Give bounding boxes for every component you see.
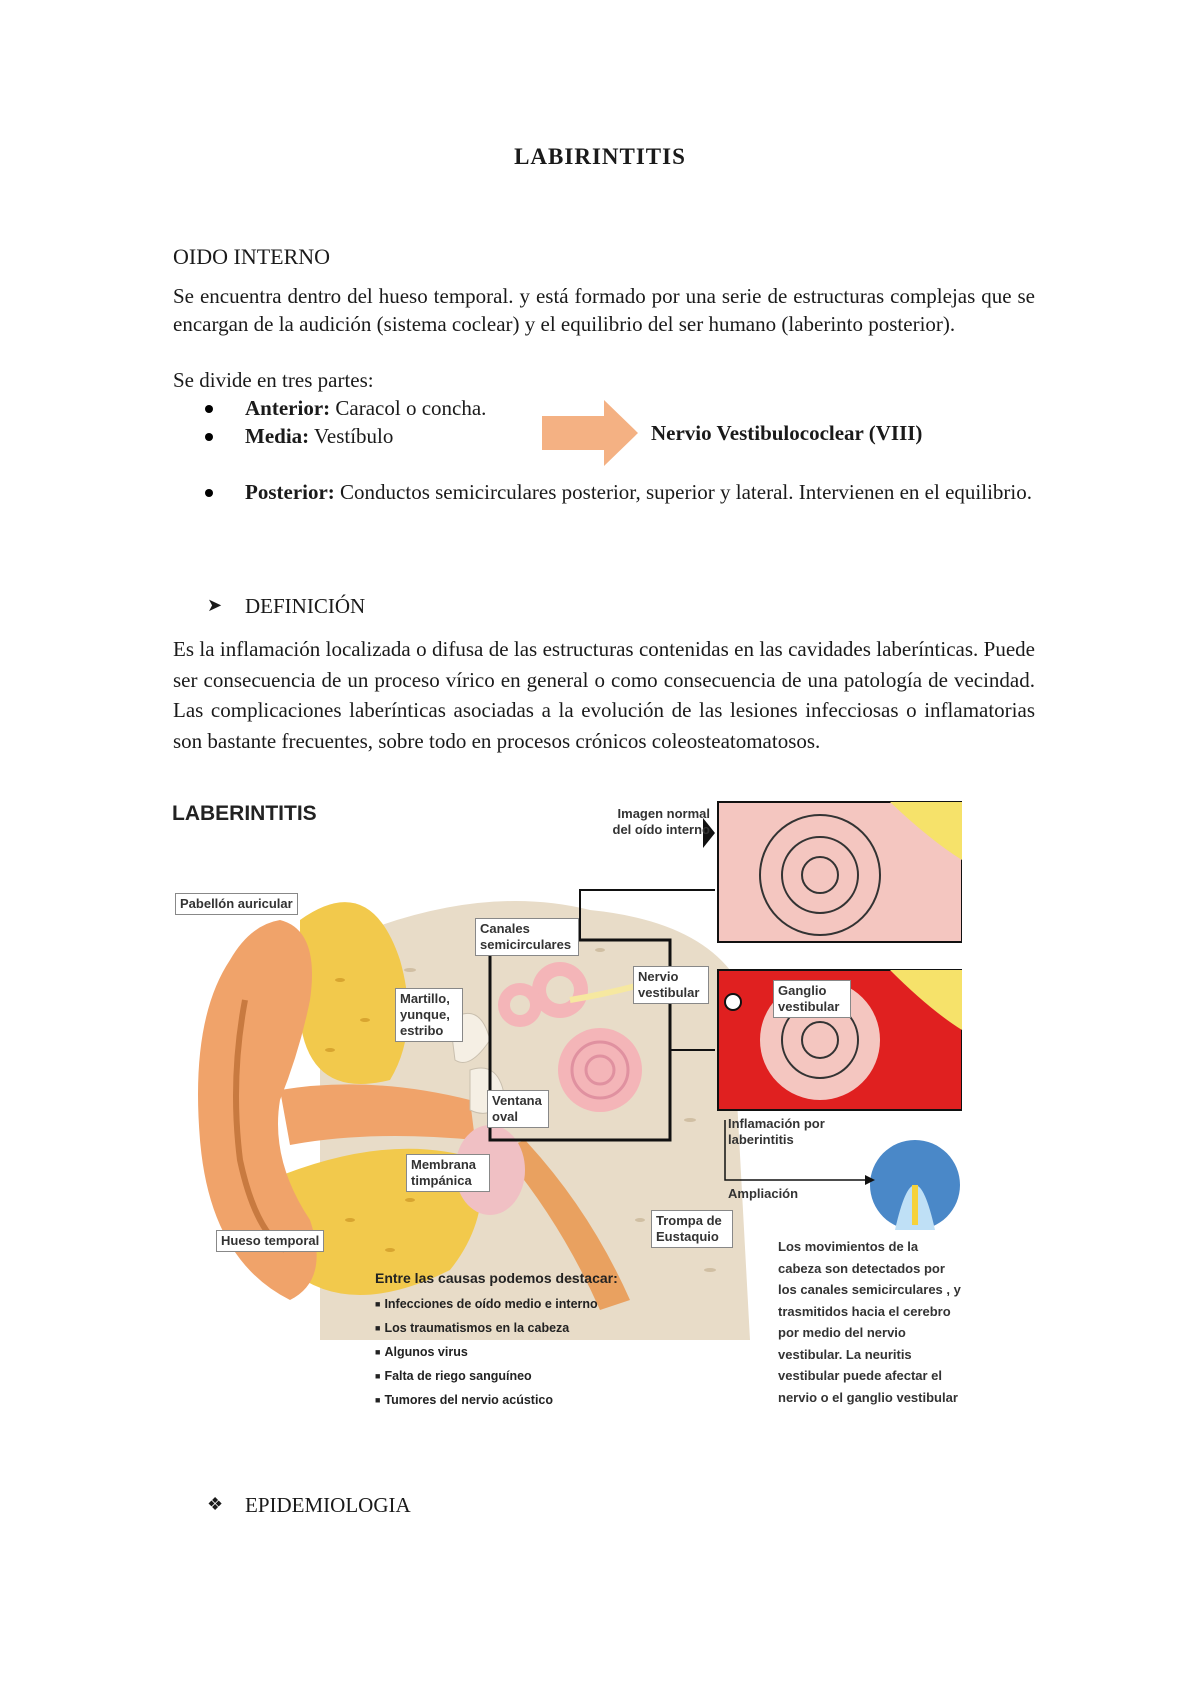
pabellon-label: Pabellón auricular [175, 893, 298, 915]
inflamacion-label: Inflamación por laberintitis [728, 1116, 825, 1147]
cause-item: ■ Tumores del nervio acústico [375, 1388, 618, 1412]
part-label: Anterior: [245, 396, 331, 420]
epidemiologia-heading: EPIDEMIOLOGIA [245, 1493, 411, 1517]
causes-title: Entre las causas podemos destacar: [375, 1270, 618, 1286]
section-heading-oido-interno: OIDO INTERNO [173, 244, 331, 269]
normal-image-label: Imagen normal del oído interno [612, 806, 710, 837]
cause-item: ■ Infecciones de oído medio e interno [375, 1292, 618, 1316]
page-title: LABIRINTITIS [514, 144, 686, 169]
cause-item: ■ Algunos virus [375, 1340, 618, 1364]
bullet-icon [205, 489, 213, 497]
labyrinthitis-figure [170, 800, 962, 1426]
ganglio-label: Ganglio vestibular [773, 980, 851, 1018]
hueso-label: Hueso temporal [216, 1230, 324, 1252]
part-label: Media: [245, 424, 310, 448]
right-arrow-icon [542, 400, 638, 466]
canales-label: Canales semicirculares [475, 918, 579, 956]
part-text: Caracol o concha. [335, 396, 487, 420]
vestibular-explanation: Los movimientos de la cabeza son detectados por los canales semicirculares , y trasmitidos hacia el cerebro por medio del nervio vestibular. La neuritis vestibular puede afectar el nervio o el ganglio vestibular [778, 1239, 961, 1405]
part-text: Conductos semicirculares posterior, superior y lateral. Intervienen en el equilibrio. [340, 480, 1032, 504]
definition-paragraph: Es la inflamación localizada o difusa de las estructuras contenidas en las cavidades laberínticas. Puede ser consecuencia de un proceso vírico en general o como consecuencia de una patología de vecindad. Las complicaciones laberínticas asociadas a la evolución de las lesiones infecciosas o inflamatorias son bastante frecuentes, sobre todo en procesos crónicos coleosteatomatosos. [173, 637, 1035, 753]
nervio-label: Nervio vestibular [633, 966, 709, 1004]
causes-list [375, 1270, 618, 1412]
divide-text: Se divide en tres partes: [173, 368, 374, 392]
cause-item: ■ Los traumatismos en la cabeza [375, 1316, 618, 1340]
ampliacion-label: Ampliación [728, 1186, 799, 1201]
definicion-heading: DEFINICIÓN [245, 594, 366, 618]
figure-title: LABERINTITIS [172, 802, 317, 825]
diamond-bullet-icon: ❖ [207, 1494, 224, 1514]
bullet-icon [205, 433, 213, 441]
nerve-label: Nervio Vestibulococlear (VIII) [651, 421, 923, 445]
oido-interno-paragraph: Se encuentra dentro del hueso temporal. y está formado por una serie de estructuras complejas que se encargan de la audición (sistema coclear) y el equilibrio del ser humano (laberinto posterior). [173, 284, 1035, 336]
trompa-label: Trompa de Eustaquio [651, 1210, 733, 1248]
ventana-label: Ventana oval [487, 1090, 549, 1128]
cause-item: ■ Falta de riego sanguíneo [375, 1364, 618, 1388]
part-label: Posterior: [245, 480, 335, 504]
bullet-icon [205, 405, 213, 413]
part-text: Vestíbulo [314, 424, 394, 448]
martillo-label: Martillo, yunque, estribo [395, 988, 463, 1042]
membrana-label: Membrana timpánica [406, 1154, 490, 1192]
arrowhead-bullet-icon: ➤ [207, 595, 223, 615]
